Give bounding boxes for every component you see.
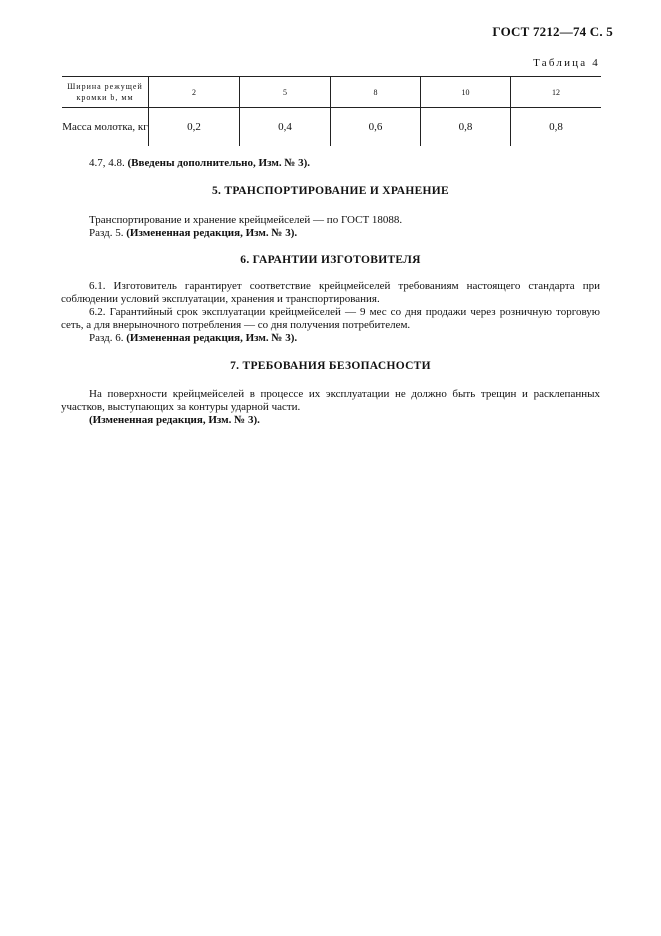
header-cell: 8: [331, 77, 421, 108]
table-row: [62, 108, 601, 147]
note-4-7: [89, 157, 599, 170]
value-cell: 0,4: [240, 108, 331, 147]
section-7-note: [89, 414, 599, 427]
section-7-p1: На поверхности крейцмейселей в процессе их эксплуатации не должно быть трещин и расклепанных участков, выступающих за контуры ударной части.: [61, 388, 600, 413]
header-label-cell: Ширина режущей кромки b, мм: [62, 77, 149, 108]
value-cell: 0,6: [331, 108, 421, 147]
section-6-title: 6. ГАРАНТИИ ИЗГОТОВИТЕЛЯ: [240, 254, 421, 266]
page-header: ГОСТ 7212—74 С. 5: [492, 24, 613, 39]
note-prefix: Разд. 6.: [89, 332, 124, 344]
section-5-note: [89, 227, 599, 240]
section-5-title: 5. ТРАНСПОРТИРОВАНИЕ И ХРАНЕНИЕ: [212, 185, 449, 197]
note-bold: (Измененная редакция, Изм. № 3).: [126, 332, 298, 344]
value-cell: 0,8: [421, 108, 511, 147]
note-prefix: 4.7, 4.8.: [89, 157, 125, 169]
header-cell: 5: [240, 77, 331, 108]
note-bold: (Измененная редакция, Изм. № 3).: [89, 414, 260, 426]
section-7-title: 7. ТРЕБОВАНИЯ БЕЗОПАСНОСТИ: [230, 360, 431, 372]
value-cell: 0,8: [549, 121, 563, 133]
header-cell: 10: [421, 77, 511, 108]
section-6-p1: 6.1. Изготовитель гарантирует соответствие крейцмейселей требованиям настоящего стандарта при соблюдении условий эксплуатации, хранения и транспортирования.: [61, 280, 600, 305]
note-bold: (Измененная редакция, Изм. № 3).: [126, 227, 298, 239]
note-bold: (Введены дополнительно, Изм. № 3).: [127, 157, 311, 169]
value-cell: 0,2: [149, 108, 240, 147]
section-5-text: Транспортирование и хранение крейцмейселей — по ГОСТ 18088.: [89, 214, 403, 226]
table-4: [62, 76, 601, 146]
header-cell: 12: [511, 77, 602, 108]
section-6-note: [89, 332, 599, 345]
table-caption: Таблица 4: [533, 57, 600, 69]
note-prefix: Разд. 5.: [89, 227, 124, 239]
section-6-p2: 6.2. Гарантийный срок эксплуатации крейцмейселей — 9 мес со дня продажи через розничную торговую сеть, а для внерыночного потребления — со дня получения потребителем.: [61, 306, 600, 331]
row-label-cell: Масса молотка, кг: [62, 108, 149, 147]
table-header-row: [62, 77, 601, 108]
header-cell: 2: [149, 77, 240, 108]
